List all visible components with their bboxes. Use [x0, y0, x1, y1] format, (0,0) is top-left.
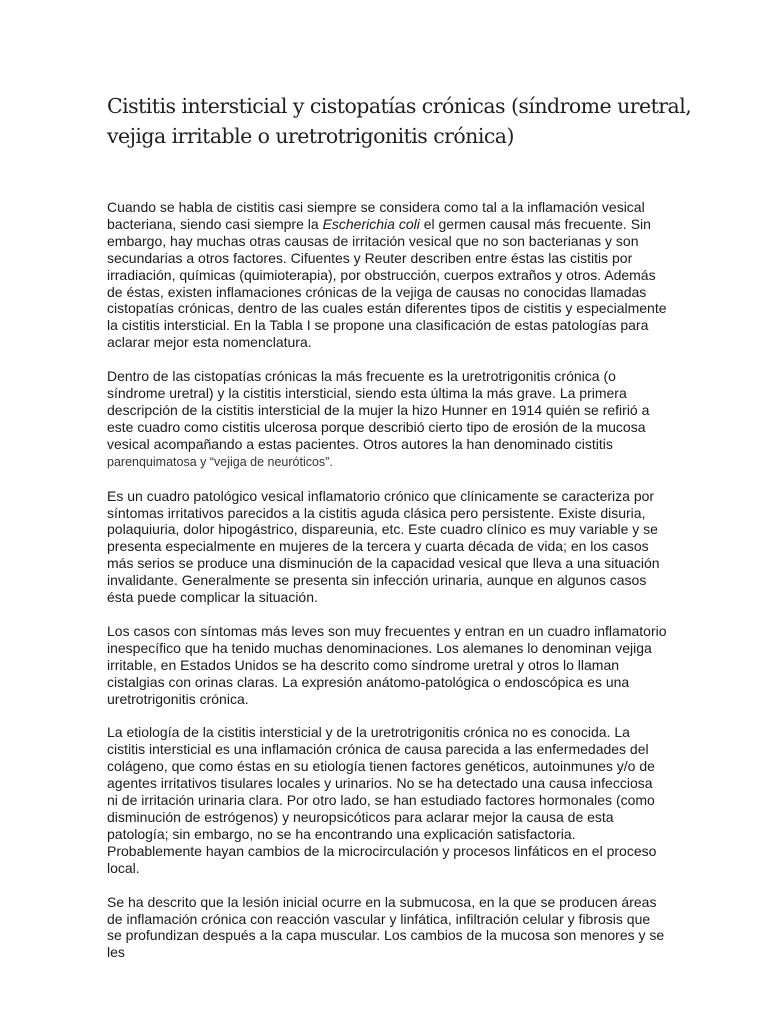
paragraph-6: Se ha descrito que la lesión inicial ocurre en la submucosa, en la que se producen áreas de inflamación crónica con reacción vascular y linfática, infiltración celular y fibrosis que se profundizan después a la capa muscular. Los cambios de la mucosa son menores y se les: [107, 893, 665, 961]
paragraph-1-text-end: el germen causal más frecuente. Sin embargo, hay muchas otras causas de irritación vesical que no son bacterianas y son secundarias a otros factores. Cifuentes y Reuter describen entre éstas las cistitis por irradiación, químicas (quimioterapia), por obstrucción, cuerpos extraños y otros. Además de éstas, existen inflamaciones crónicas de la vejiga de causas no conocidas llamadas cistopatías crónicas, dentro de las cuales están diferentes tipos de cistitis y especialmente la cistitis intersticial. En la Tabla I se propone una clasificación de estas patologías para aclarar mejor esta nomenclatura.: [107, 215, 667, 351]
paragraph-1: [107, 199, 667, 351]
paragraph-4: Los casos con síntomas más leves son muy frecuentes y entran en un cuadro inflamatorio inespecífico que ha tenido muchas denominaciones. Los alemanes lo denominan vejiga irritable, en Estados Unidos se ha descrito como síndrome uretral y otros lo llaman cistalgias con orinas claras. La expresión anátomo-patológica o endoscópica es una uretrotrigonitis crónica.: [107, 622, 667, 707]
document-title: Cistitis intersticial y cistopatías crónicas (síndrome uretral, vejiga irritable o uretrotrigonitis crónica): [107, 94, 692, 148]
paragraph-1-italic-term: Escherichia coli: [322, 215, 420, 232]
paragraph-1-text-start: Cuando se habla de cistitis casi siempre se considera como tal a la inflamación vesical bacteriana, siendo casi siempre la: [107, 199, 645, 232]
paragraph-3: Es un cuadro patológico vesical inflamatorio crónico que clínicamente se caracteriza por síntomas irritativos parecidos a la cistitis aguda clásica pero persistente. Existe disuria, polaquiuria, dolor hipogástrico, dispareunia, etc. Este cuadro clínico es muy variable y se presenta especialmente en mujeres de la tercera y cuarta década de vida; en los casos más serios se produce una disminución de la capacidad vesical que lleva a una situación invalidante. Generalmente se presenta sin infección urinaria, aunque en algunos casos ésta puede complicar la situación.: [107, 487, 660, 606]
paragraph-2-tail: parenquimatosa y “vejiga de neuróticos”.: [107, 454, 333, 469]
paragraph-2: [107, 368, 667, 470]
paragraph-2-text: Dentro de las cistopatías crónicas la más frecuente es la uretrotrigonitis crónica (o síndrome uretral) y la cistitis intersticial, siendo esta última la más grave. La primera descripción de la cistitis intersticial de la mujer la hizo Hunner en 1914 quién se refirió a este cuadro como cistitis ulcerosa porque describió cierto tipo de erosión de la mucosa vesical acompañando a estas pacientes. Otros autores la han denominado cistitis: [107, 368, 650, 452]
paragraph-5: La etiología de la cistitis intersticial y de la uretrotrigonitis crónica no es conocida. La cistitis intersticial es una inflamación crónica de causa parecida a las enfermedades del colágeno, que como éstas en su etiología tienen factores genéticos, autoinmunes y/o de agentes irritativos tisulares locales y urinarios. No se ha detectado una causa infecciosa ni de irritación urinaria clara. Por otro lado, se han estudiado factores hormonales (como disminución de estrógenos) y neuropsicóticos para aclarar mejor la causa de esta patología; sin embargo, no se ha encontrando una explicación satisfactoria. Probablemente hayan cambios de la microcirculación y procesos linfáticos en el proceso local.: [107, 724, 657, 876]
document-body: [107, 199, 667, 978]
